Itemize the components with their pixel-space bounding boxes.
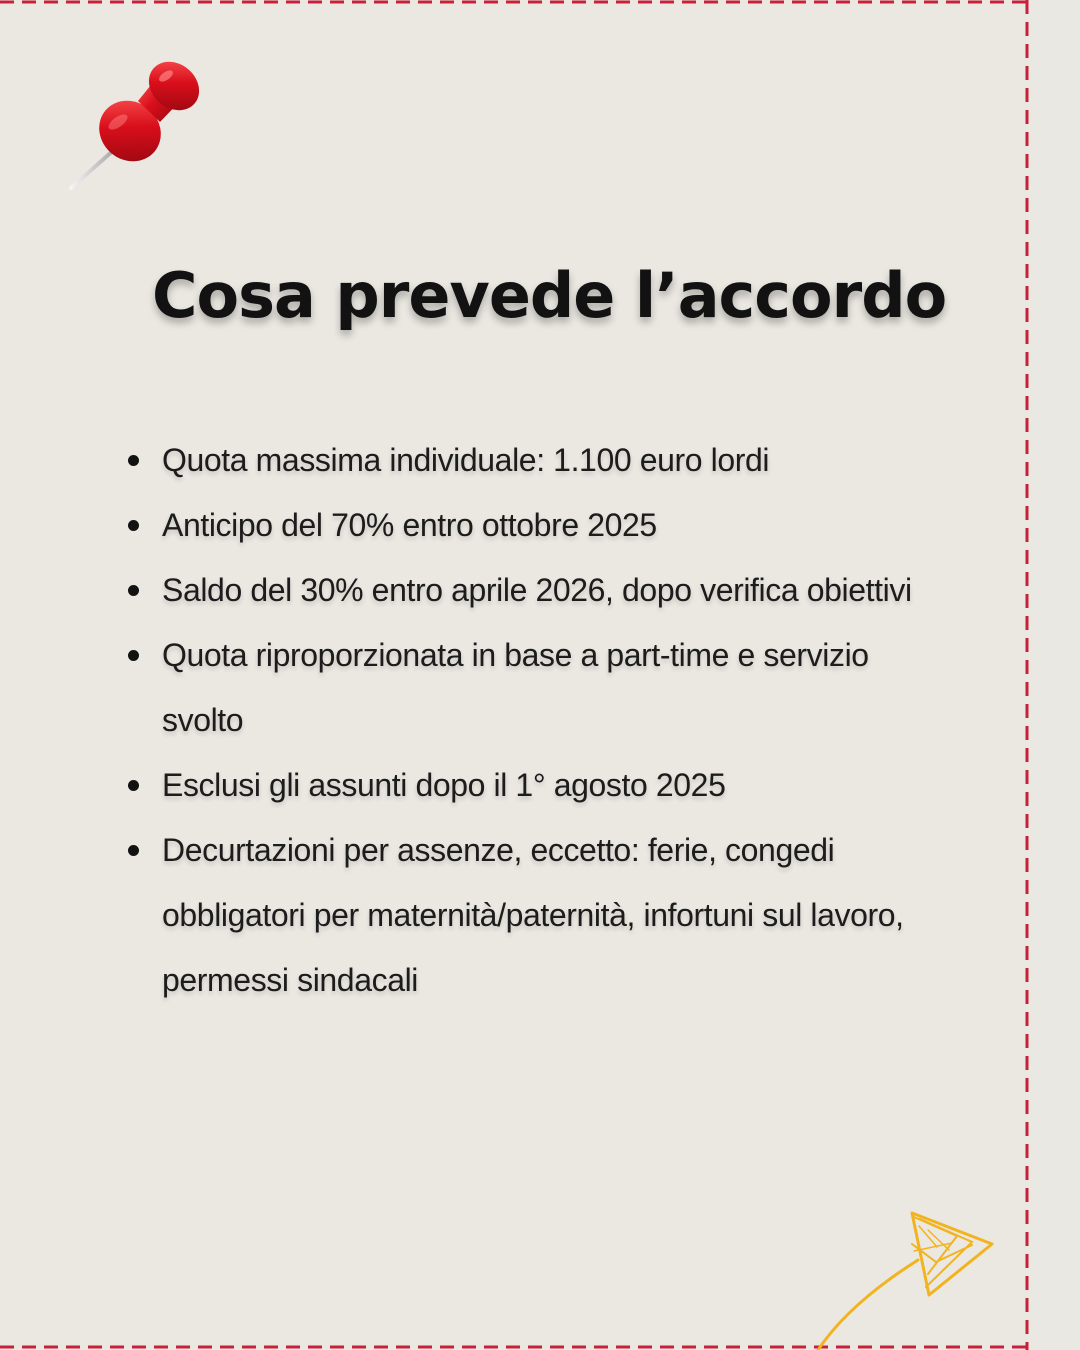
bullet-icon: [128, 585, 139, 596]
page-title: Cosa prevede l’accordo: [152, 259, 947, 332]
list-item-text: Saldo del 30% entro aprile 2026, dopo verifica obiettivi: [162, 572, 912, 608]
pushpin-icon: [64, 52, 214, 197]
bullet-icon: [128, 455, 139, 466]
list-item: [128, 623, 958, 753]
list-item: [128, 558, 958, 623]
list-item: [128, 493, 958, 558]
bullet-icon: [128, 520, 139, 531]
list-item-text: Decurtazioni per assenze, eccetto: ferie, congedi obbligatori per maternità/paternità, infortuni sul lavoro, permessi sindacali: [162, 832, 904, 998]
list-item: [128, 428, 958, 493]
list-item: [128, 753, 958, 818]
arrow-icon: [808, 1204, 1000, 1350]
list-item-text: Quota massima individuale: 1.100 euro lordi: [162, 442, 770, 478]
list-item-text: Quota riproporzionata in base a part-time e servizio svolto: [162, 637, 869, 738]
list-item-text: Anticipo del 70% entro ottobre 2025: [162, 507, 657, 543]
bullet-icon: [128, 650, 139, 661]
list-item-text: Esclusi gli assunti dopo il 1° agosto 2025: [162, 767, 726, 803]
bullet-icon: [128, 845, 139, 856]
bullet-icon: [128, 780, 139, 791]
bullet-list: [128, 428, 958, 1013]
list-item: [128, 818, 958, 1013]
